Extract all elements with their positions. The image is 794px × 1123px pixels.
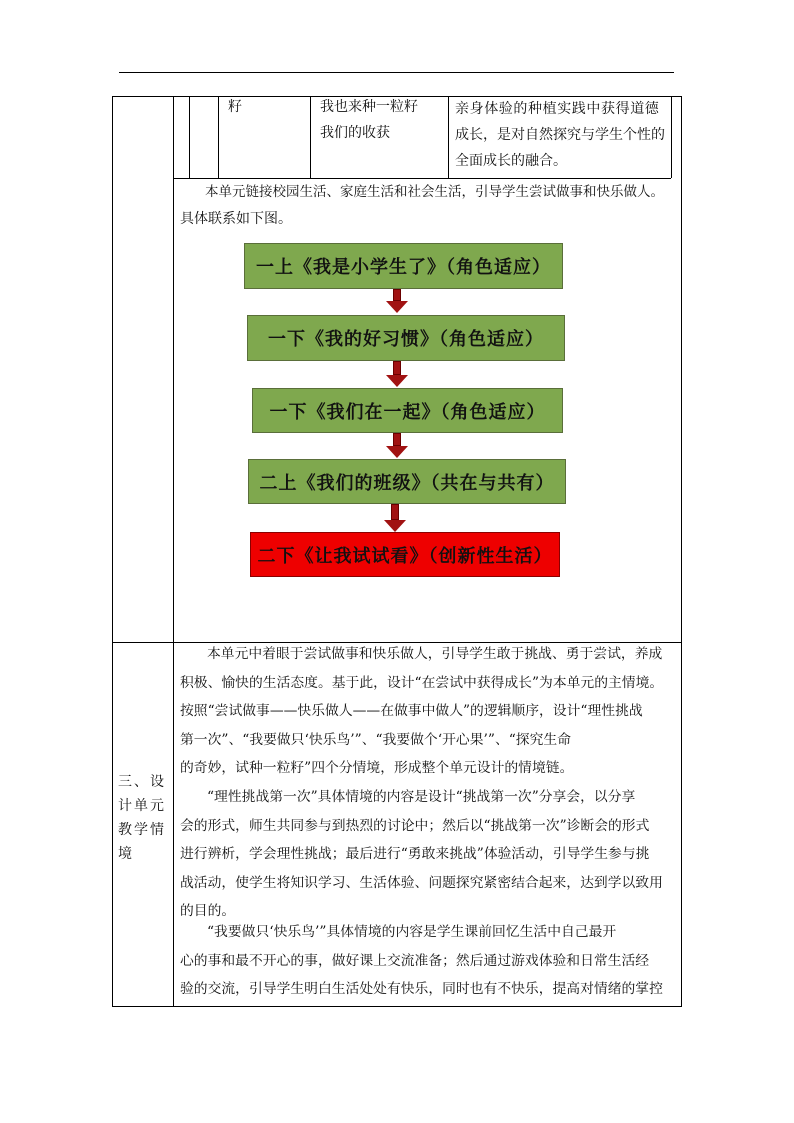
section-3-paragraph-1 xyxy=(180,640,663,783)
activity-cell-line-1: 我也来种一粒籽 xyxy=(320,99,418,115)
section-3-paragraph-2 xyxy=(180,783,663,926)
intro-line-2: 具体联系如下图。 xyxy=(180,211,292,227)
table-border-bottom xyxy=(112,1006,682,1007)
p2-line-4: 战活动，使学生将知识学习、生活体验、问题探究紧密结合起来，达到学以致用 xyxy=(180,874,663,891)
section-3-label-line-3: 教学情 xyxy=(118,822,166,838)
label-column-divider xyxy=(173,96,174,1007)
table-border-right xyxy=(681,96,682,1007)
flow-step-4: 二上《我们的班级》（共在与共有） xyxy=(248,459,566,504)
section-3-paragraph-3 xyxy=(180,918,663,1004)
table-border-left xyxy=(112,96,113,1007)
flow-step-3: 一下《我们在一起》（角色适应） xyxy=(252,388,563,433)
p1-line-2: 积极、愉快的生活态度。基于此，设计“在尝试中获得成长”为本单元的主情境。 xyxy=(180,674,664,691)
section-3-label-line-2: 计单元 xyxy=(118,798,166,814)
p2-line-2: 会的形式，师生共同参与到热烈的讨论中；然后以“挑战第一次”诊断会的形式 xyxy=(180,817,650,834)
flow-step-2: 一下《我的好习惯》（角色适应） xyxy=(247,315,565,361)
p3-line-2: 心的事和最不开心的事，做好课上交流准备；然后通过游戏体验和日常生活经 xyxy=(180,952,650,969)
inner-col-line-4 xyxy=(448,96,449,178)
seed-cell: 籽 xyxy=(228,99,242,115)
header-rule xyxy=(119,72,674,73)
p2-line-5: 的目的。 xyxy=(180,903,236,919)
p1-line-5: 的奇妙，试种一粒籽”四个分情境，形成整个单元设计的情境链。 xyxy=(180,760,574,776)
inner-col-line-3 xyxy=(310,96,311,178)
flow-step-1: 一上《我是小学生了》（角色适应） xyxy=(244,243,563,289)
p1-line-3: 按照“尝试做事——快乐做人——在做事中做人”的逻辑顺序，设计“理性挑战 xyxy=(180,703,643,719)
section-3-label-line-4: 境 xyxy=(118,846,134,862)
inner-col-line-5 xyxy=(671,96,672,178)
intro-line-1: 本单元链接校园生活、家庭生活和社会生活，引导学生尝试做事和快乐做人。 xyxy=(205,184,664,200)
p1-line-1: 本单元中着眼于尝试做事和快乐做人，引导学生敢于挑战、勇于尝试，养成 xyxy=(207,646,663,662)
goal-cell-line-2: 成长，是对自然探究与学生个性的 xyxy=(455,127,665,143)
activity-cell-line-2: 我们的收获 xyxy=(320,125,390,141)
flow-step-5: 二下《让我试试看》（创新性生活） xyxy=(250,532,560,577)
inner-col-line-2 xyxy=(218,96,219,178)
section-3-label-line-1: 三、设 xyxy=(118,774,166,790)
section-3-label xyxy=(118,770,168,866)
inner-col-line-1 xyxy=(189,96,190,178)
p3-line-3: 验的交流，引导学生明白生活处处有快乐，同时也有不快乐，提高对情绪的掌控 xyxy=(180,981,663,997)
goal-cell-line-1: 亲身体验的种植实践中获得道德 xyxy=(455,101,660,117)
p2-line-1: “理性挑战第一次”具体情境的内容是设计“挑战第一次”分享会，以分享 xyxy=(207,789,636,805)
p3-line-1: “我要做只‘快乐鸟’”具体情境的内容是学生课前回忆生活中自己最开 xyxy=(207,924,617,940)
goal-cell-line-3: 全面成长的融合。 xyxy=(455,153,567,169)
p1-line-4: 第一次”、“我要做只‘快乐鸟’”、“我要做个‘开心果’”、“探究生命 xyxy=(180,731,571,748)
p2-line-3: 进行辨析，学会理性挑战；最后进行“勇敢来挑战”体验活动，引导学生参与挑 xyxy=(180,846,650,862)
